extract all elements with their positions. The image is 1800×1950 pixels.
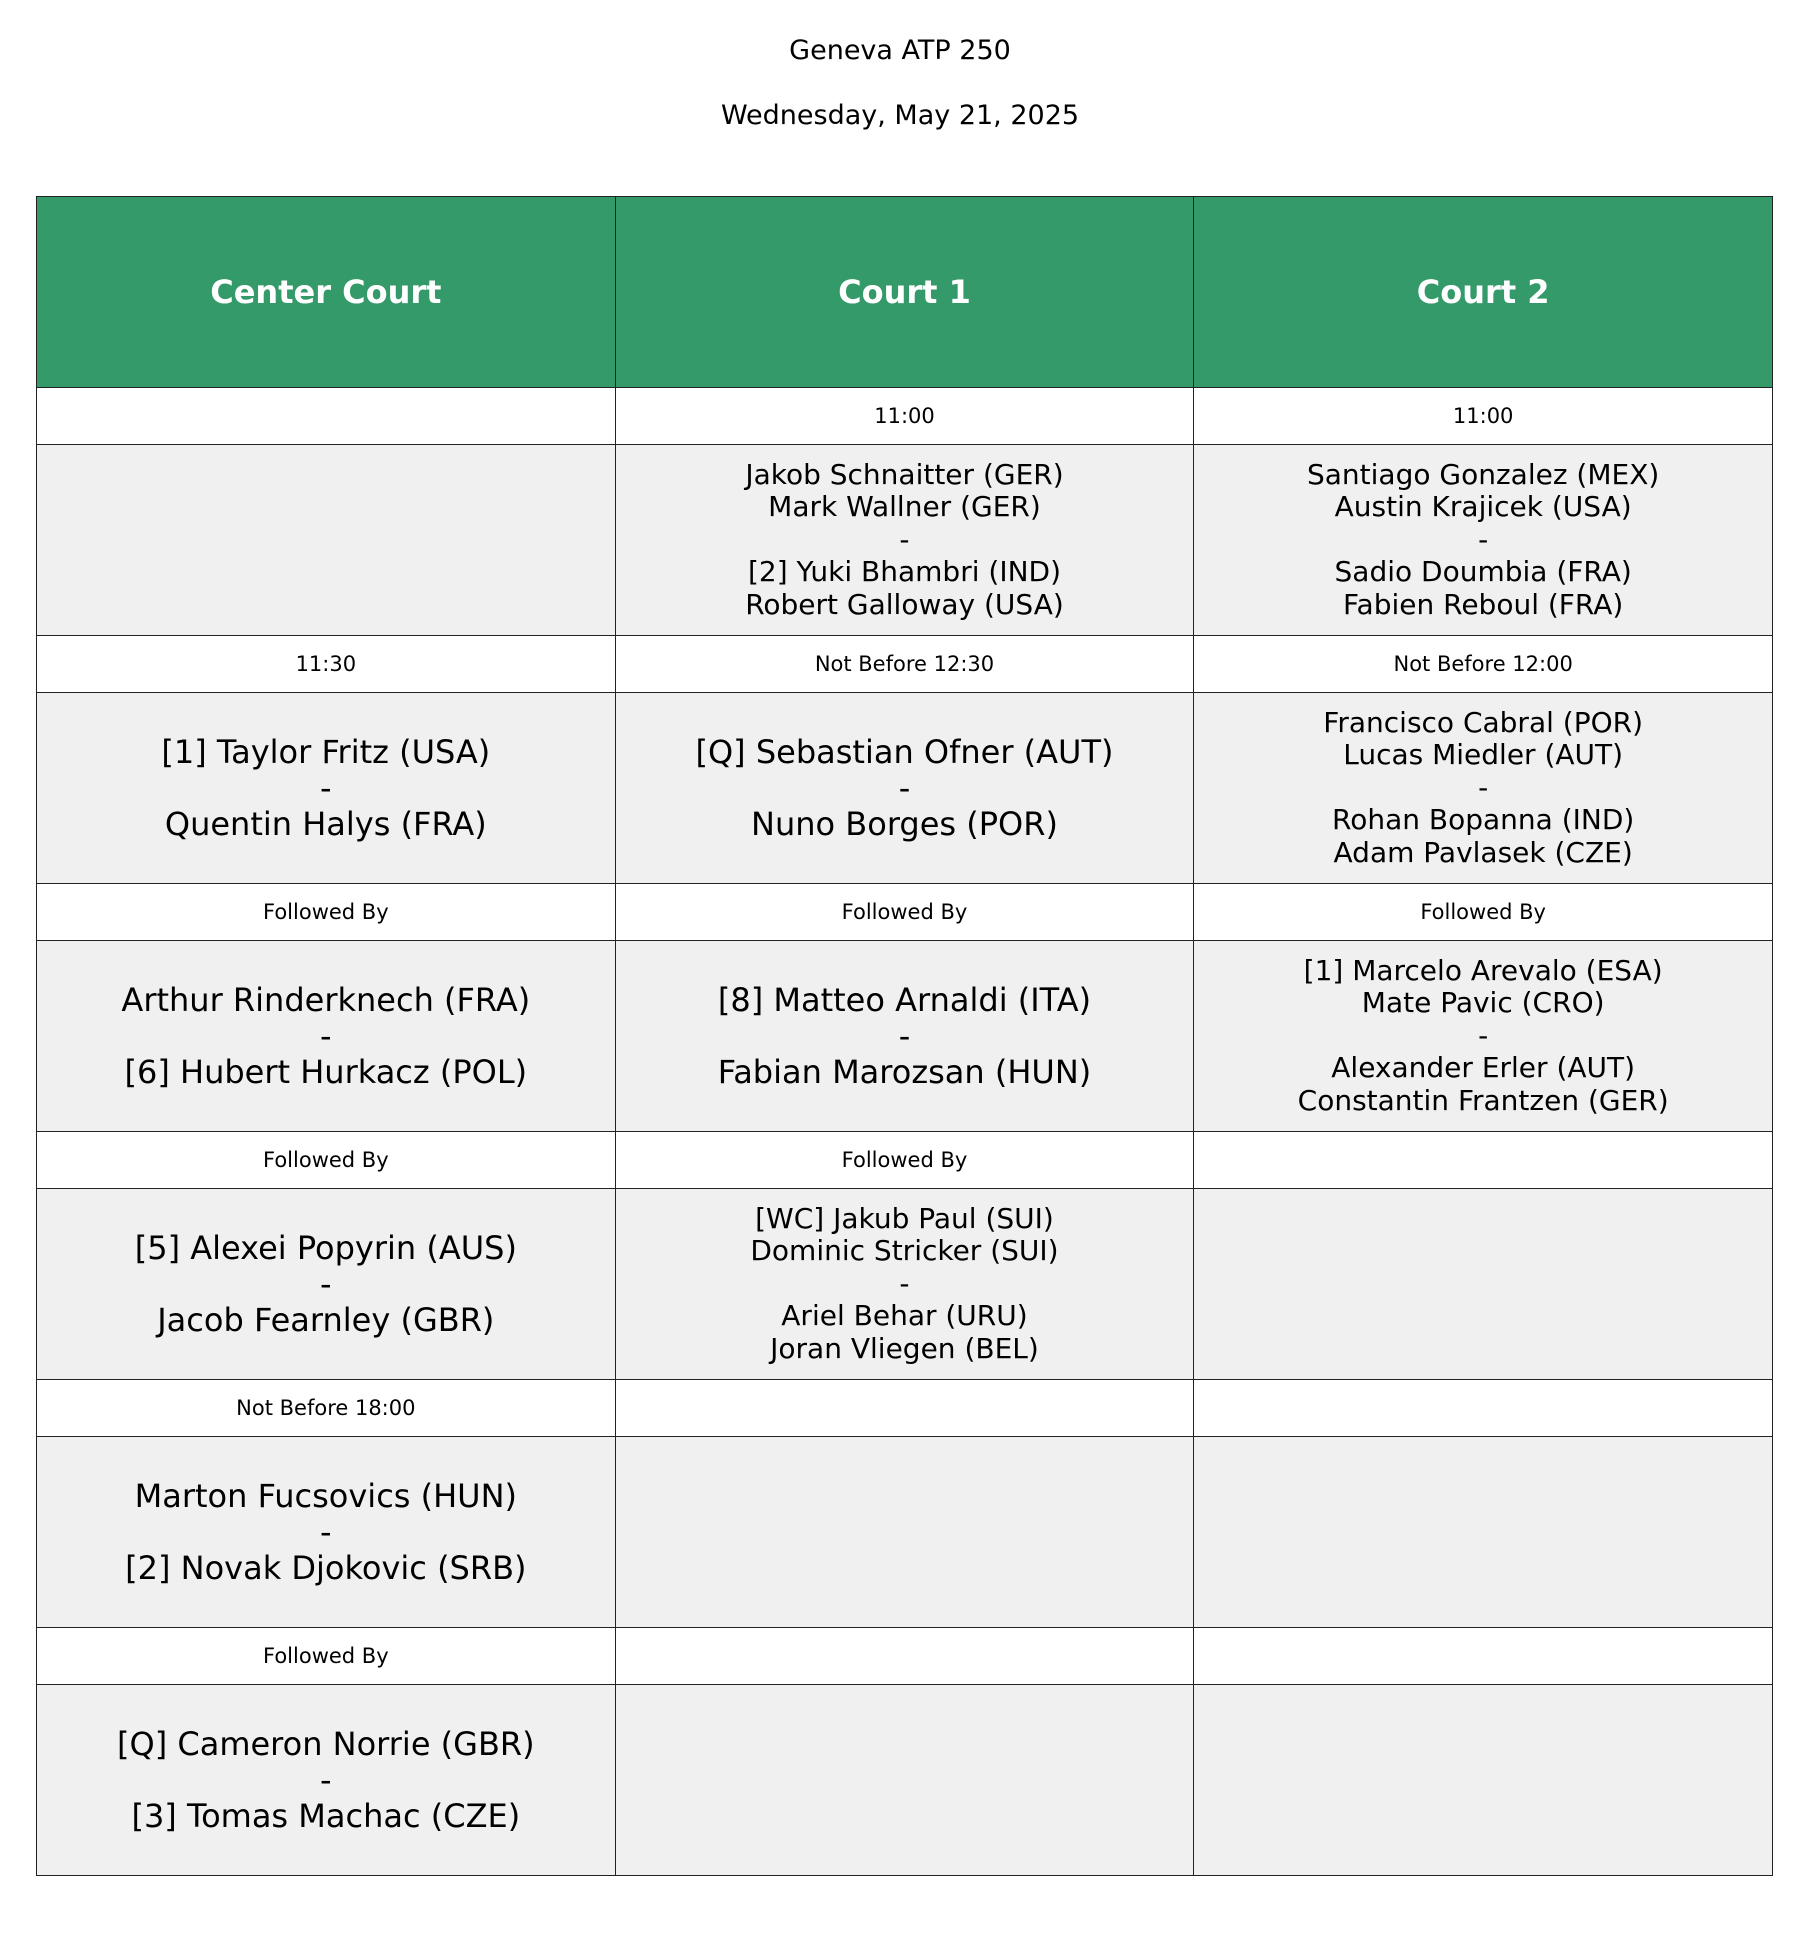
versus-separator: -: [898, 1017, 911, 1055]
start-time-cell: Followed By: [37, 1132, 616, 1189]
versus-separator: -: [899, 1266, 910, 1300]
player-name: Dominic Stricker (SUI): [750, 1234, 1059, 1268]
time-row: [37, 1132, 1773, 1189]
player-name: Santiago Gonzalez (MEX): [1307, 457, 1660, 491]
player-name: [WC] Jakub Paul (SUI): [755, 1201, 1054, 1235]
player-name: Marton Fucsovics (HUN): [134, 1477, 518, 1515]
time-row: [37, 884, 1773, 941]
start-time-cell: 11:30: [37, 636, 616, 693]
player-name: Austin Krajicek (USA): [1334, 490, 1632, 524]
player-name: Joran Vliegen (BEL): [770, 1331, 1039, 1365]
start-time-cell: Not Before 12:00: [1194, 636, 1773, 693]
match-row: [37, 1685, 1773, 1876]
versus-separator: -: [1478, 522, 1489, 556]
versus-separator: -: [320, 1265, 332, 1303]
match-cell: [1194, 941, 1773, 1132]
match-cell: [37, 1189, 616, 1380]
player-name: Adam Pavlasek (CZE): [1333, 835, 1633, 869]
match-row: [37, 1189, 1773, 1380]
versus-separator: -: [898, 769, 911, 807]
player-name: [1] Marcelo Arevalo (ESA): [1303, 953, 1663, 987]
time-row: [37, 1380, 1773, 1437]
court-header: Court 2: [1194, 197, 1773, 388]
start-time-cell: [615, 1380, 1194, 1437]
match-cell: [37, 1685, 616, 1876]
player-name: [5] Alexei Popyrin (AUS): [134, 1229, 517, 1267]
match-row: [37, 1437, 1773, 1628]
versus-separator: -: [320, 1761, 332, 1799]
match-cell: [1194, 693, 1773, 884]
player-name: Mate Pavic (CRO): [1361, 986, 1605, 1020]
player-name: Robert Galloway (USA): [745, 587, 1064, 621]
start-time-cell: [615, 1628, 1194, 1685]
versus-separator: -: [899, 522, 910, 556]
player-name: Jakob Schnaitter (GER): [745, 457, 1064, 491]
match-cell: [615, 693, 1194, 884]
empty-match-cell: [37, 445, 616, 636]
player-name: [2] Novak Djokovic (SRB): [125, 1549, 527, 1587]
match-cell: [615, 1189, 1194, 1380]
time-row: [37, 1628, 1773, 1685]
match-cell: [615, 941, 1194, 1132]
versus-separator: -: [1478, 1018, 1489, 1052]
start-time-cell: Followed By: [37, 1628, 616, 1685]
court-header: Center Court: [37, 197, 616, 388]
player-name: Arthur Rinderknech (FRA): [121, 981, 531, 1019]
start-time-cell: [1194, 1132, 1773, 1189]
player-name: Mark Wallner (GER): [768, 490, 1041, 524]
player-name: Alexander Erler (AUT): [1331, 1051, 1636, 1085]
player-name: [3] Tomas Machac (CZE): [131, 1797, 521, 1835]
empty-match-cell: [615, 1437, 1194, 1628]
start-time-cell: Not Before 12:30: [615, 636, 1194, 693]
match-cell: [1194, 445, 1773, 636]
player-name: Fabian Marozsan (HUN): [717, 1053, 1092, 1091]
versus-separator: -: [320, 769, 332, 807]
start-time-cell: [37, 388, 616, 445]
player-name: [8] Matteo Arnaldi (ITA): [717, 981, 1092, 1019]
match-row: [37, 941, 1773, 1132]
empty-match-cell: [1194, 1685, 1773, 1876]
player-name: [1] Taylor Fritz (USA): [161, 733, 491, 771]
time-row: [37, 636, 1773, 693]
player-name: Francisco Cabral (POR): [1323, 705, 1644, 739]
start-time-cell: Followed By: [37, 884, 616, 941]
start-time-cell: [1194, 1380, 1773, 1437]
match-cell: [37, 1437, 616, 1628]
player-name: Sadio Doumbia (FRA): [1334, 555, 1632, 589]
versus-separator: -: [320, 1513, 332, 1551]
player-name: Quentin Halys (FRA): [164, 805, 487, 843]
player-name: Ariel Behar (URU): [781, 1299, 1028, 1333]
start-time-cell: Followed By: [1194, 884, 1773, 941]
schedule-body: [37, 388, 1773, 1876]
schedule-date: Wednesday, May 21, 2025: [720, 100, 1080, 131]
start-time-cell: Not Before 18:00: [37, 1380, 616, 1437]
start-time-cell: Followed By: [615, 1132, 1194, 1189]
empty-match-cell: [1194, 1189, 1773, 1380]
match-row: [37, 693, 1773, 884]
player-name: [Q] Sebastian Ofner (AUT): [695, 733, 1114, 771]
player-name: Lucas Miedler (AUT): [1343, 738, 1624, 772]
start-time-cell: 11:00: [615, 388, 1194, 445]
order-of-play-table: [36, 196, 1773, 1876]
versus-separator: -: [1478, 770, 1489, 804]
player-name: Nuno Borges (POR): [751, 805, 1058, 843]
player-name: Rohan Bopanna (IND): [1332, 803, 1635, 837]
court-header: Court 1: [615, 197, 1194, 388]
start-time-cell: [1194, 1628, 1773, 1685]
match-row: [37, 445, 1773, 636]
time-row: [37, 388, 1773, 445]
player-name: [2] Yuki Bhambri (IND): [747, 555, 1062, 589]
match-cell: [37, 941, 616, 1132]
player-name: [Q] Cameron Norrie (GBR): [117, 1725, 535, 1763]
court-header-row: [37, 197, 1773, 388]
start-time-cell: Followed By: [615, 884, 1194, 941]
tournament-title: Geneva ATP 250: [789, 35, 1011, 66]
empty-match-cell: [615, 1685, 1194, 1876]
match-cell: [37, 693, 616, 884]
versus-separator: -: [320, 1017, 332, 1055]
match-cell: [615, 445, 1194, 636]
player-name: [6] Hubert Hurkacz (POL): [124, 1053, 528, 1091]
player-name: Jacob Fearnley (GBR): [157, 1301, 495, 1339]
start-time-cell: 11:00: [1194, 388, 1773, 445]
player-name: Fabien Reboul (FRA): [1343, 587, 1624, 621]
empty-match-cell: [1194, 1437, 1773, 1628]
player-name: Constantin Frantzen (GER): [1297, 1083, 1669, 1117]
